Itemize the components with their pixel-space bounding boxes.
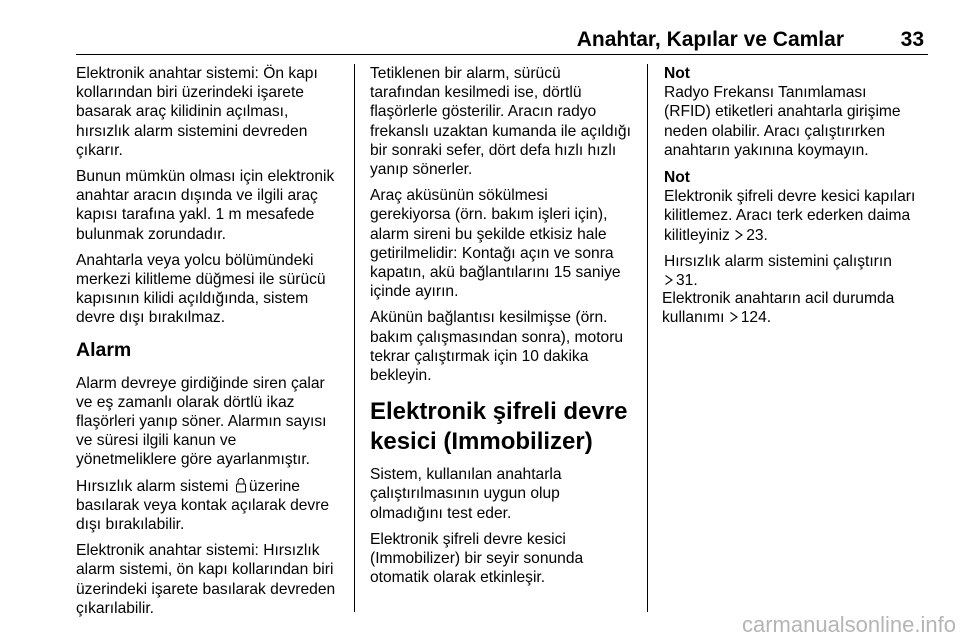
paragraph-immobilizer-auto: Elektronik şifreli devre kesici (Immobilizer) bir seyir sonunda otomatik olarak etkinleşir.	[370, 530, 584, 587]
paragraph-alarm-disable: Hırsızlık alarm sistemi üzerine basılarak veya kontak açılarak devre dışı bırakılabilir.	[76, 477, 330, 534]
paragraph-triggered-alarm: Tetiklenen bir alarm, sürücü tarafından kesilmedi ise, dörtlü flaşörlerle gösterilir. Aracın radyo frekanslı uzaktan kumanda ile açıldığı bir sonraki sefer, dört defa hızlı hızlı yanıp sönerler.	[370, 65, 631, 179]
paragraph-distance: Bunun mümkün olması için elektronik anahtar aracın dışında ve ilgili araç kapısı tarafına yakl. 1 m mesafede bulunmak zorundadır.	[76, 168, 335, 243]
note-title: Not	[664, 65, 690, 82]
paragraph-unlock: Elektronik anahtar sistemi: Ön kapı kollarından biri üzerindeki işarete basarak araç kilidinin açılması, hırsızlık alarm sistemini devreden çıkarır.	[76, 65, 318, 159]
page-reference[interactable]: 23.	[746, 226, 768, 244]
paragraph-keyless-disarm: Elektronik anahtar sistemi: Hırsızlık alarm sistemi, ön kapı kollarından biri üzerindeki işarete basılarak devreden çıkarılabilir.	[76, 542, 336, 617]
paragraph-immobilizer-test: Sistem, kullanılan anahtarla çalıştırılmasının uygun olup olmadığını test eder.	[370, 466, 562, 522]
column-2	[370, 64, 642, 594]
note-immobilizer-lock: Not Elektronik şifreli devre kesici kapıları kilitlemez. Aracı terk ederken daima kilitleyiniz 23. Hırsızlık alarm sistemini çalıştırın 31.	[664, 168, 936, 290]
paragraph-alarm: Alarm devreye girdiğinde siren çalar ve eş zamanlı olarak dörtlü ikaz flaşörleri yanıp söner. Alarmın sayısı ve süresi ilgili kanun ve yönetmeliklere göre ayarlanmıştır.	[76, 374, 327, 469]
note-title: Not	[664, 169, 690, 187]
page-ref-arrow-icon	[734, 229, 744, 241]
page-ref-arrow-icon	[664, 274, 674, 286]
alarm-heading: Alarm	[76, 338, 132, 361]
watermark: carmanualsonline.info	[741, 612, 956, 637]
padlock-icon	[235, 477, 247, 493]
note-rfid: Not Radyo Frekansı Tanımlaması (RFID) etiketleri anahtarla girişime neden olabilir. Aracı çalıştırırken anahtarın yakınına koymayın.	[664, 64, 936, 160]
paragraph-battery-wait: Akünün bağlantısı kesilmişse (örn. bakım çalışmasından sonra), motoru tekrar çalıştırmak için 10 dakika bekleyin.	[370, 309, 624, 385]
paragraph-battery-removal: Araç aküsünün sökülmesi gerekiyorsa (örn. bakım işleri için), alarm sireni bu şekilde etkisiz hale getirilmelidir: Kontağı açın ve sonra kapatın, akü bağlantılarını 15 saniye içinde ayırın.	[370, 187, 621, 301]
page-header	[76, 0, 928, 55]
column-1	[76, 64, 348, 625]
column-divider-2	[647, 64, 648, 612]
paragraph-emergency-key: Elektronik anahtarın acil durumda kullanımı 124.	[662, 290, 895, 327]
page-number: 33	[900, 28, 924, 51]
page-ref-arrow-icon	[729, 311, 739, 323]
paragraph-central-locking: Anahtarla veya yolcu bölümündeki merkezi kilitleme düğmesi ile sürücü kapısının kilidi açıldığında, sistem devre dışı bırakılmaz.	[76, 251, 326, 327]
column-divider-1	[354, 64, 355, 612]
page-reference[interactable]: 31.	[676, 272, 698, 290]
column-3	[664, 64, 936, 298]
page-reference[interactable]: 124.	[740, 309, 772, 327]
page-title: Anahtar, Kapılar ve Camlar	[576, 28, 844, 51]
immobilizer-heading: Elektronik şifreli devre kesici (Immobilizer)	[370, 398, 628, 456]
